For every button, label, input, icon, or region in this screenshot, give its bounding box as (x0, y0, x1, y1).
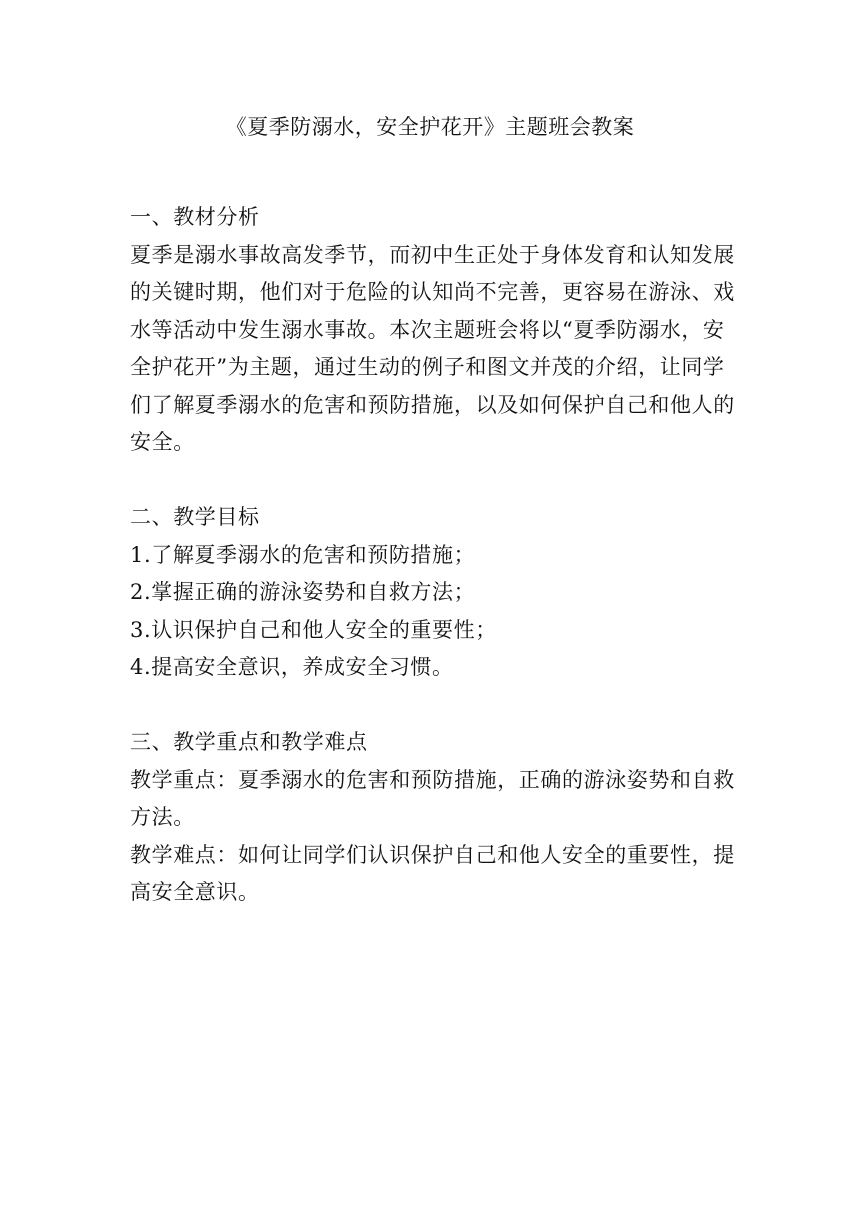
section-heading-objectives: 二、教学目标 (130, 505, 260, 529)
section-heading-materials: 一、教材分析 (130, 205, 260, 229)
document-body (130, 199, 740, 912)
objective-item: 2.掌握正确的游泳姿势和自救方法； (130, 580, 476, 604)
key-point-paragraph: 教学重点：夏季溺水的危害和预防措施，正确的游泳姿势和自救方法。 (130, 767, 735, 829)
objective-item: 4.提高安全意识，养成安全习惯。 (130, 655, 454, 679)
document-title: 《夏季防溺水，安全护花开》主题班会教案 (225, 115, 635, 139)
spacer (130, 687, 740, 725)
spacer (130, 462, 740, 500)
objective-item: 3.认识保护自己和他人安全的重要性； (130, 617, 497, 642)
objective-item: 1.了解夏季溺水的危害和预防措施； (130, 542, 476, 567)
difficult-point-paragraph: 教学难点：如何让同学们认识保护自己和他人安全的重要性，提高安全意识。 (130, 842, 735, 904)
section-paragraph-materials: 夏季是溺水事故高发季节，而初中生正处于身体发育和认知发展的关键时期，他们对于危险的认知尚不完善，更容易在游泳、戏水等活动中发生溺水事故。本次主题班会将以“夏季防溺水，安全护花开”为主题，通过生动的例子和图文并茂的介绍，让同学们了解夏季溺水的危害和预防措施，以及如何保护自己和他人的安全。 (130, 242, 735, 454)
section-heading-focus: 三、教学重点和教学难点 (130, 730, 368, 754)
